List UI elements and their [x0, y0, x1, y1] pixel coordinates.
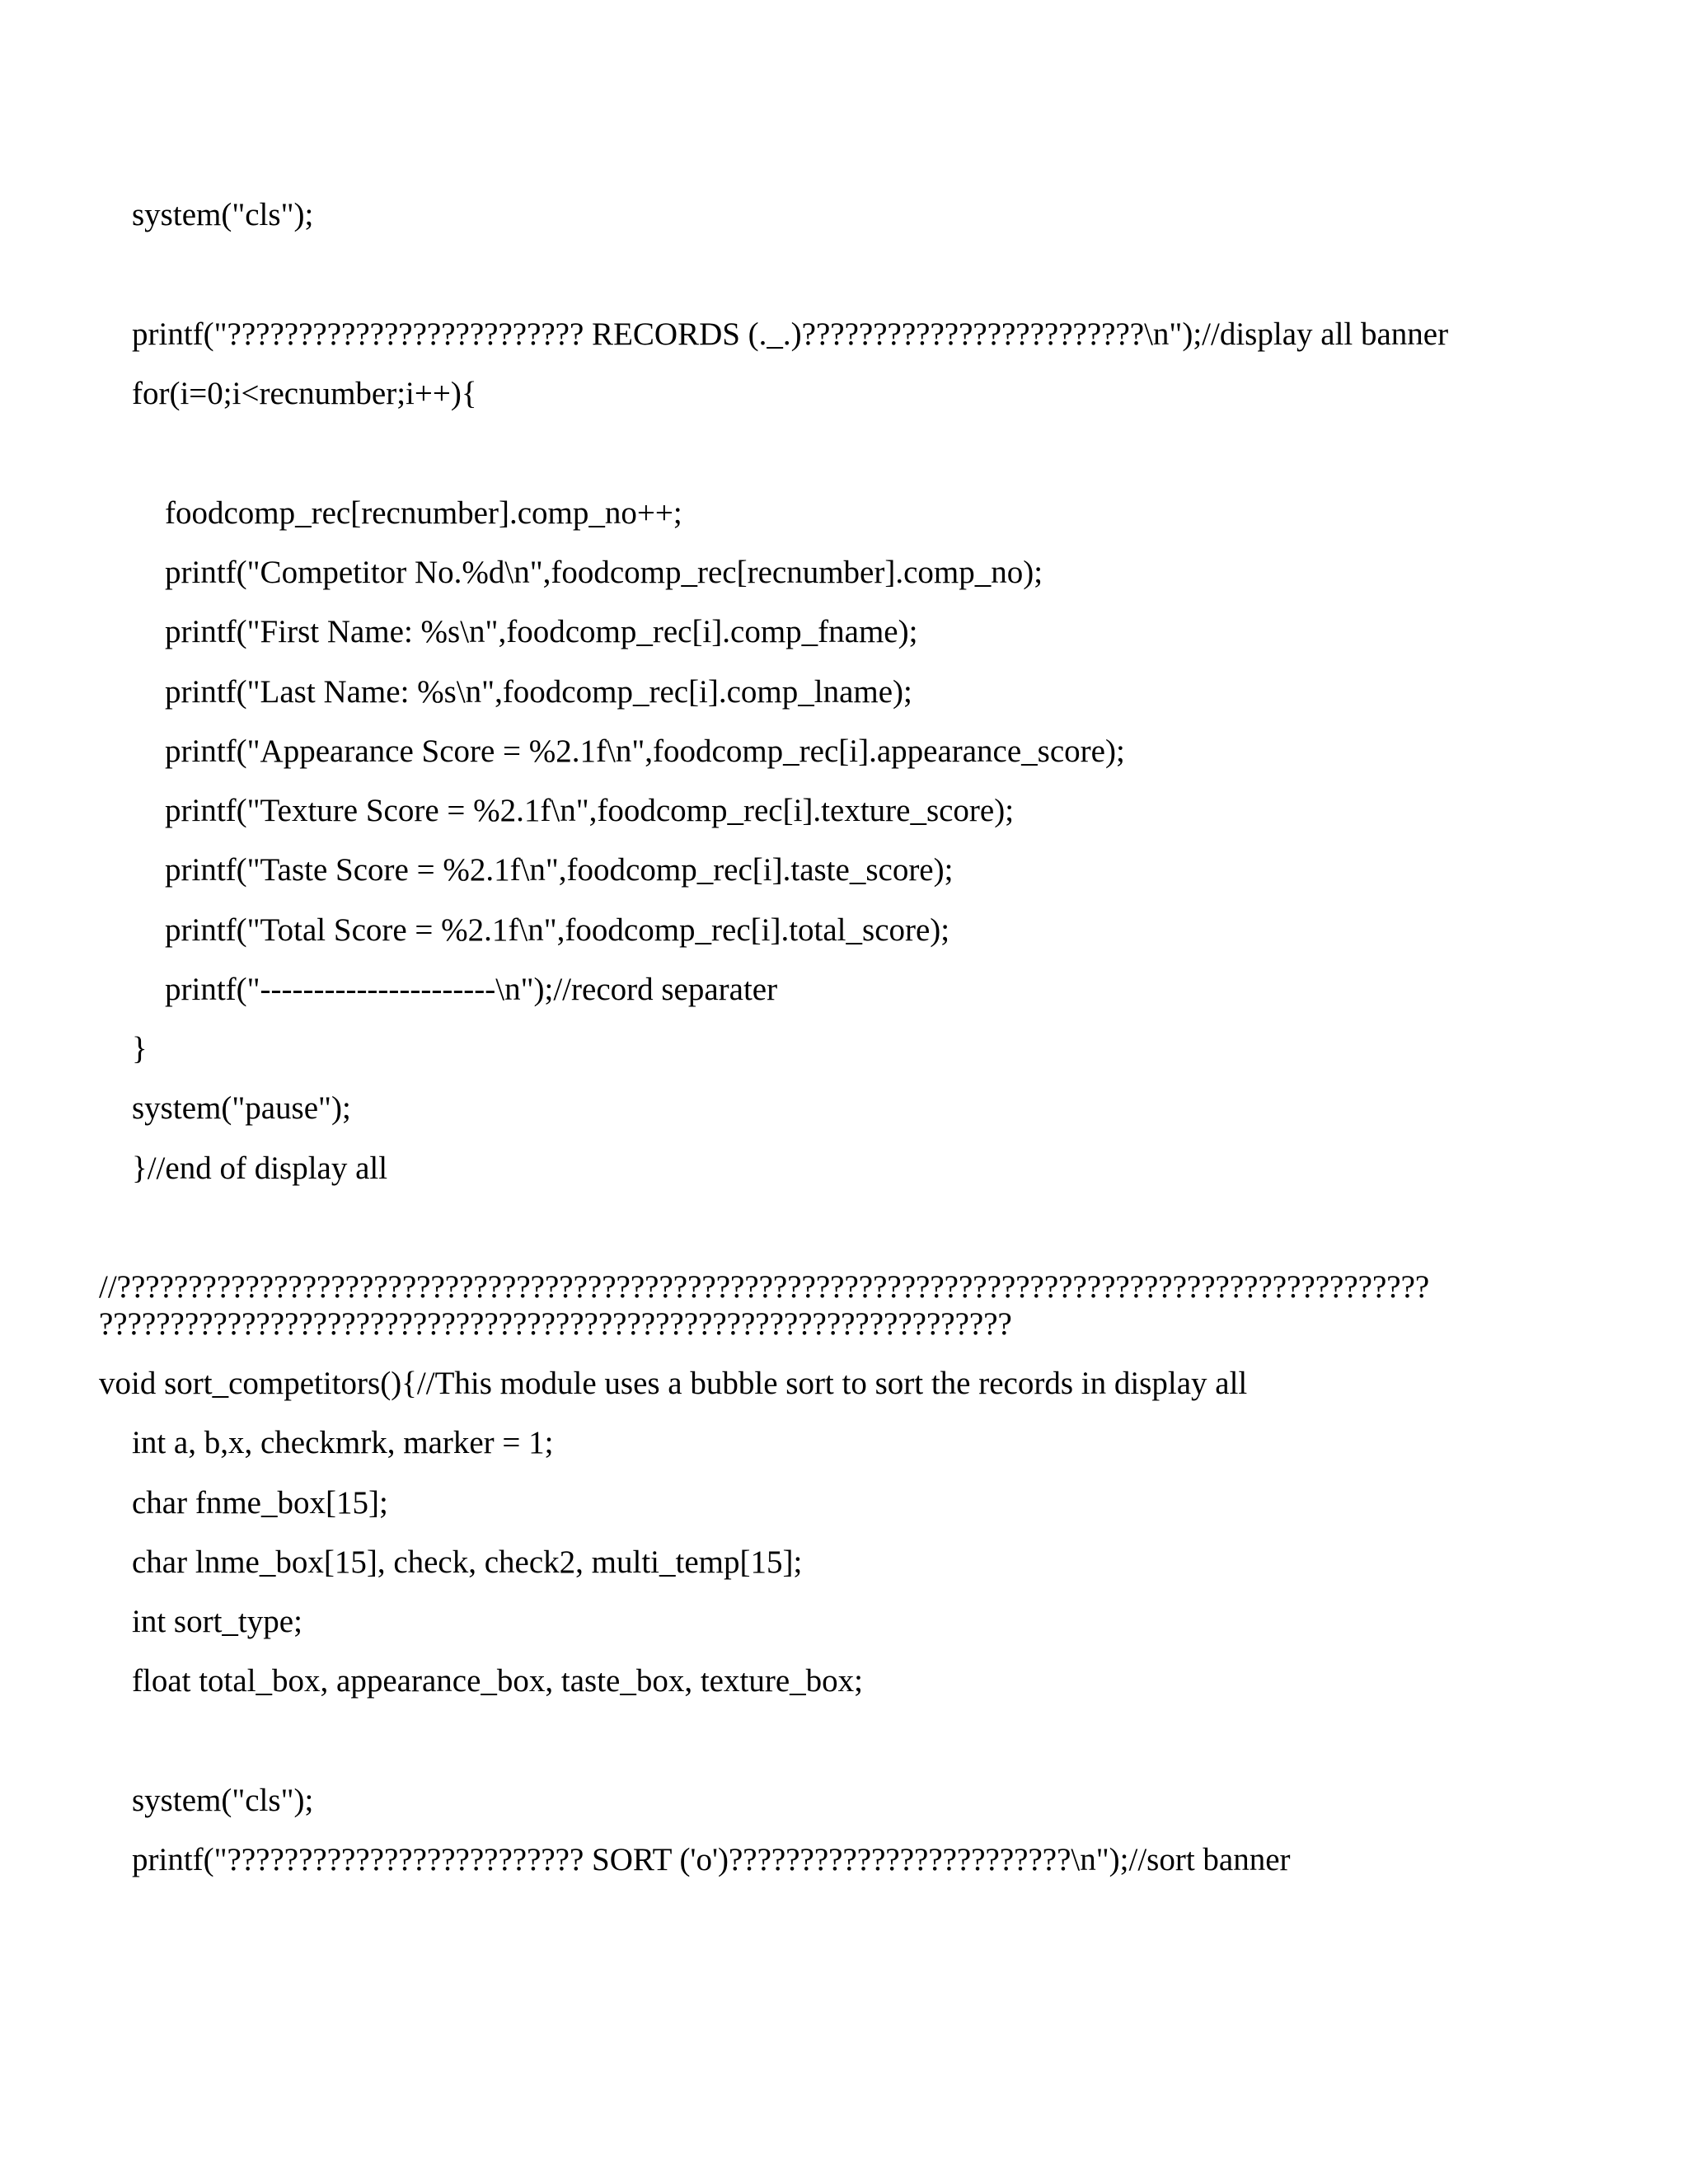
code-line-6: printf("First Name: %s\n",foodcomp_rec[i].comp_fname);	[165, 614, 918, 649]
code-line-15: }//end of display all	[132, 1151, 388, 1186]
code-line-24: system("cls");	[132, 1783, 314, 1818]
code-line-23: float total_box, appearance_box, taste_box, texture_box;	[132, 1663, 863, 1699]
code-line-9: printf("Texture Score = %2.1f\n",foodcomp_rec[i].texture_score);	[165, 793, 1015, 828]
code-line-11: printf("Total Score = %2.1f\n",foodcomp_rec[i].total_score);	[165, 912, 950, 948]
code-line-8: printf("Appearance Score = %2.1f\n",foodcomp_rec[i].appearance_score);	[165, 733, 1125, 769]
code-line-19: int a, b,x, checkmrk, marker = 1;	[132, 1425, 554, 1460]
code-line-7: printf("Last Name: %s\n",foodcomp_rec[i].comp_lname);	[165, 674, 912, 710]
code-line-10: printf("Taste Score = %2.1f\n",foodcomp_rec[i].taste_score);	[165, 852, 954, 888]
code-line-3: for(i=0;i<recnumber;i++){	[132, 376, 477, 411]
code-line-12: printf("----------------------\n");//record separater	[165, 972, 778, 1007]
code-line-14: system("pause");	[132, 1090, 351, 1126]
code-line-13: }	[132, 1031, 148, 1066]
code-line-18: void sort_competitors(){//This module uses a bubble sort to sort the records in display all	[99, 1366, 1248, 1401]
code-line-22: int sort_type;	[132, 1604, 302, 1639]
code-line-20: char fnme_box[15];	[132, 1485, 388, 1521]
code-line-16: //????????????????????????????????????????????????????????????????????????????????????????????	[99, 1269, 1430, 1305]
code-line-4: foodcomp_rec[recnumber].comp_no++;	[165, 495, 682, 531]
code-line-17: ????????????????????????????????????????????????????????????????	[99, 1306, 1012, 1342]
code-line-5: printf("Competitor No.%d\n",foodcomp_rec[recnumber].comp_no);	[165, 555, 1043, 590]
code-line-2: printf("????????????????????????? RECORDS (._.)????????????????????????\n");//display all banner	[132, 316, 1449, 352]
code-line-21: char lnme_box[15], check, check2, multi_temp[15];	[132, 1544, 803, 1580]
code-line-1: system("cls");	[132, 197, 314, 232]
code-line-25: printf("????????????????????????? SORT ('o')????????????????????????\n");//sort banner	[132, 1842, 1291, 1877]
